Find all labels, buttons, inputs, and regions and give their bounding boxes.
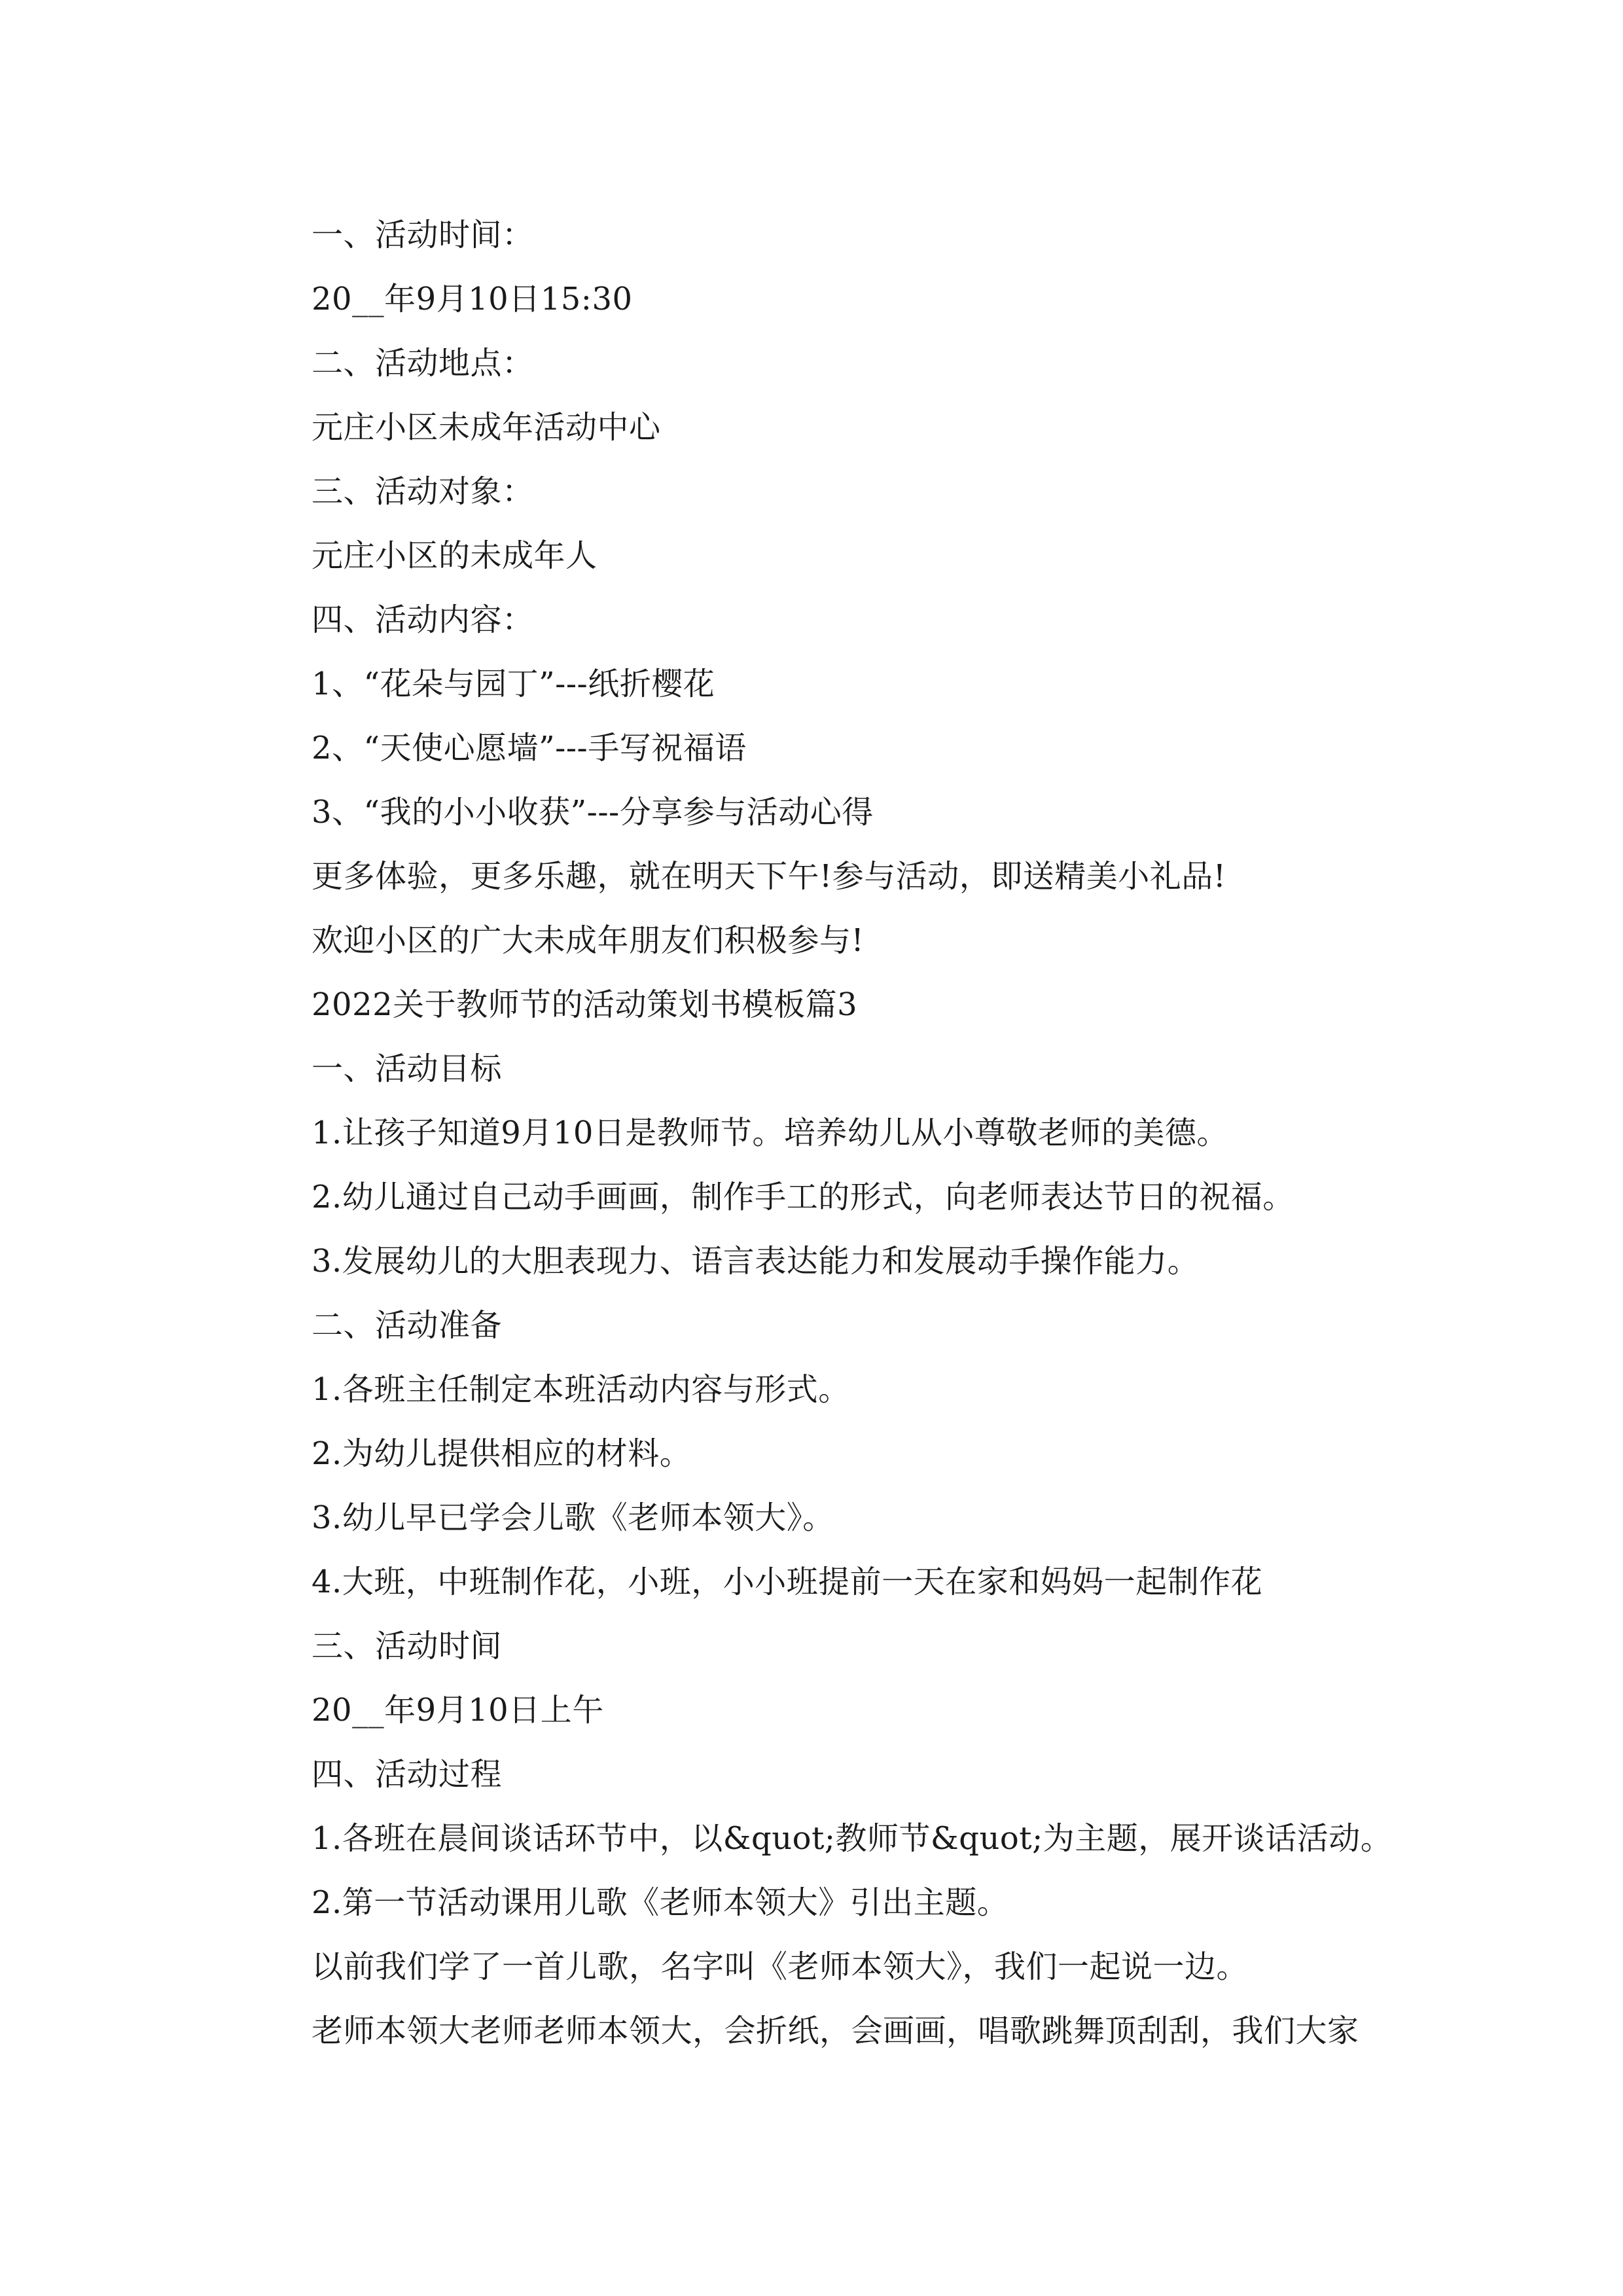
paragraph-line: 元庄小区未成年活动中心 — [312, 409, 661, 446]
paragraph-line: 元庄小区的未成年人 — [312, 537, 597, 574]
paragraph-line: 以前我们学了一首儿歌，名字叫《老师本领大》，我们一起说一边。 — [312, 1948, 1249, 1985]
paragraph-line: 老师本领大老师老师本领大，会折纸，会画画，唱歌跳舞顶刮刮，我们大家 — [312, 2013, 1359, 2049]
paragraph-line: 欢迎小区的广大未成年朋友们积极参与! — [312, 922, 865, 959]
list-item: 4.大班，中班制作花，小班，小小班提前一天在家和妈妈一起制作花 — [312, 1564, 1263, 1600]
list-item: 3.幼儿早已学会儿歌《老师本领大》。 — [312, 1499, 834, 1536]
document-body — [312, 203, 1424, 2063]
list-item: 1、“花朵与园丁”---纸折樱花 — [312, 666, 715, 702]
section-heading-location: 二、活动地点： — [312, 345, 534, 382]
list-item: 2.第一节活动课用儿歌《老师本领大》引出主题。 — [312, 1884, 1009, 1921]
list-item: 1.各班主任制定本班活动内容与形式。 — [312, 1371, 850, 1408]
list-item: 3.发展幼儿的大胆表现力、语言表达能力和发展动手操作能力。 — [312, 1243, 1200, 1280]
section-heading-time: 一、活动时间： — [312, 217, 534, 253]
section-heading-goals: 一、活动目标 — [312, 1050, 503, 1087]
list-item: 2.为幼儿提供相应的材料。 — [312, 1435, 692, 1472]
section-heading-preparation: 二、活动准备 — [312, 1307, 503, 1344]
section-heading-time: 三、活动时间 — [312, 1628, 503, 1664]
section-heading-process: 四、活动过程 — [312, 1756, 503, 1793]
paragraph-line: 更多体验，更多乐趣，就在明天下午!参与活动，即送精美小礼品! — [312, 858, 1226, 895]
list-item: 3、“我的小小收获”---分享参与活动心得 — [312, 794, 874, 831]
list-item: 1.让孩子知道9月10日是教师节。培养幼儿从小尊敬老师的美德。 — [312, 1115, 1228, 1151]
section-heading-content: 四、活动内容： — [312, 601, 534, 638]
paragraph-line: 20__年9月10日上午 — [312, 1692, 604, 1729]
list-item: 2.幼儿通过自己动手画画，制作手工的形式，向老师表达节日的祝福。 — [312, 1179, 1294, 1215]
article-title: 2022关于教师节的活动策划书模板篇3 — [312, 986, 858, 1023]
list-item: 1.各班在晨间谈话环节中，以&quot;教师节&quot;为主题，展开谈话活动。 — [312, 1820, 1393, 1857]
paragraph-line: 20__年9月10日15:30 — [312, 281, 633, 317]
list-item: 2、“天使心愿墙”---手写祝福语 — [312, 730, 747, 766]
section-heading-audience: 三、活动对象： — [312, 473, 534, 510]
